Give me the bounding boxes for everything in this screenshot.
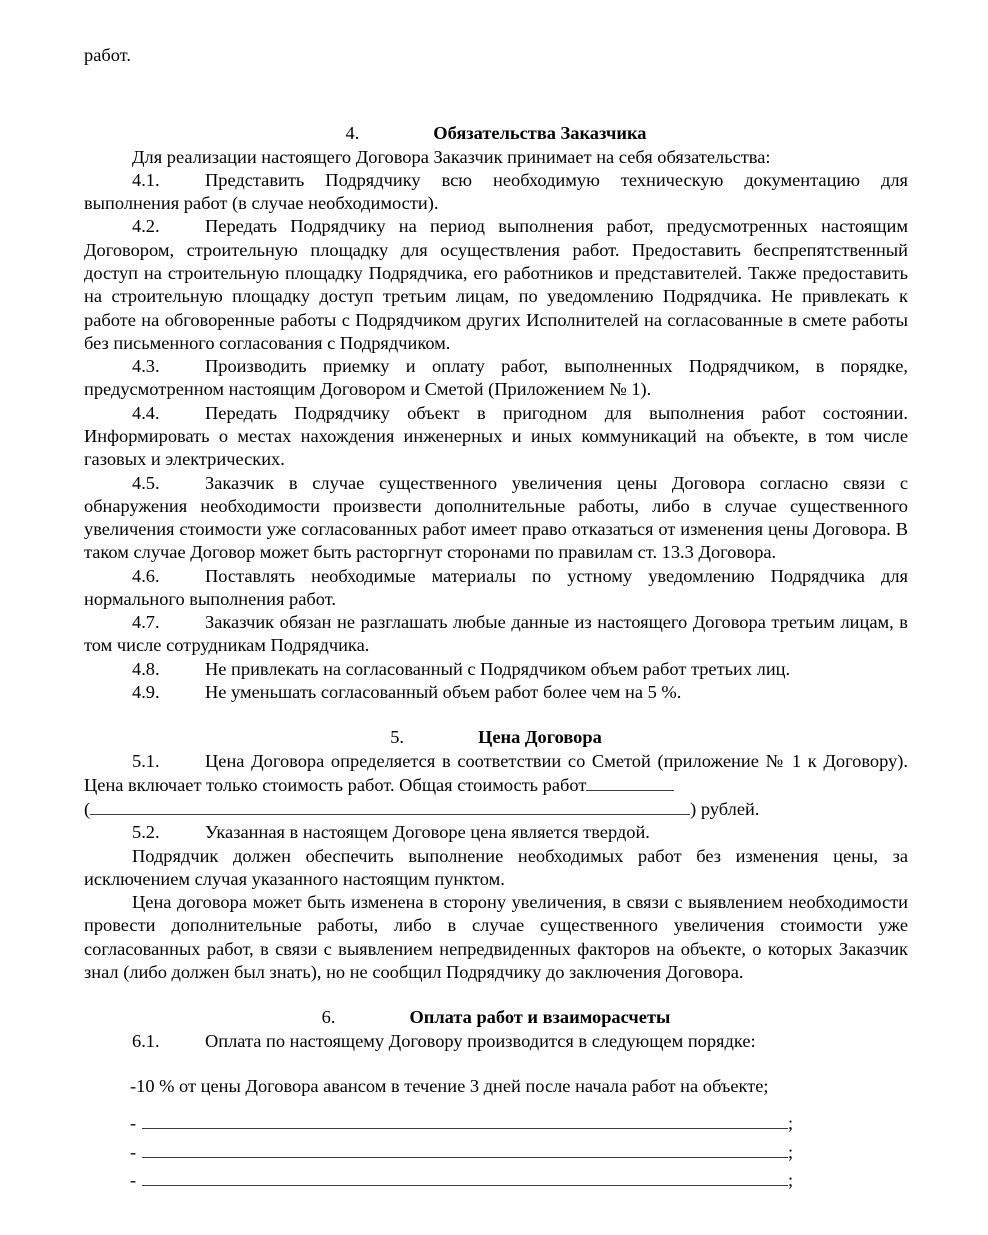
payment-item-2 [84, 1109, 908, 1138]
paren-open: ( [84, 799, 91, 819]
clause-text: Поставлять необходимые материалы по устному уведомлению Подрядчика для нормального выполнения работ. [84, 565, 908, 609]
section-4-title: Обязательства Заказчика [433, 123, 647, 144]
payment-item-1 [84, 1075, 908, 1098]
clause-5-2 [84, 821, 908, 844]
payment-item-blank-field[interactable] [142, 1168, 788, 1186]
clause-4-1 [84, 169, 908, 216]
spacer [84, 100, 908, 122]
clause-number: 4.9. [132, 682, 160, 703]
clause-number: 4.2. [132, 216, 160, 237]
payment-item-blank-field[interactable] [142, 1111, 788, 1129]
clause-4-9 [84, 681, 908, 704]
clause-text: Передать Подрядчику на период выполнения работ, предусмотренных настоящим Договором, строительную площадку для осуществления работ. Предоставить беспрепятственный доступ на строительную площадку Подрядчика, его работников и представителей. Также предоставить на строительную площадку доступ третьим лицам, по уведомлению Подрядчика. Не привлекать к работе на обговоренные работы с Подрядчиком других Исполнителей на согласованные в смете работы без письменного согласования с Подрядчиком. [84, 216, 908, 353]
clause-4-3 [84, 355, 908, 402]
clause-text: Не уменьшать согласованный объем работ более чем на 5 %. [205, 682, 682, 703]
paren-close: ) рублей. [690, 799, 760, 819]
payment-item-blank-field[interactable] [142, 1140, 788, 1158]
section-4-heading [84, 122, 908, 145]
section-5-number: 5. [390, 727, 405, 748]
dash-marker: - [130, 1141, 137, 1162]
clause-text: Указанная в настоящем Договоре цена является твердой. [205, 822, 650, 843]
spacer [84, 1098, 908, 1109]
continuation-text: работ. [84, 45, 131, 65]
spacer [84, 984, 908, 1006]
clause-text: Заказчик обязан не разглашать любые данные из настоящего Договора третьим лицам, в том числе сотрудникам Подрядчика. [84, 612, 908, 656]
clause-text: Производить приемку и оплату работ, выполненных Подрядчиком, в порядке, предусмотренном настоящим Договором и Сметой (Приложением № 1). [84, 356, 908, 400]
payment-item-terminator: ; [788, 1170, 794, 1191]
spacer [84, 1053, 908, 1075]
clause-4-4 [84, 402, 908, 472]
payment-item-terminator: ; [788, 1141, 794, 1162]
section-6-heading [84, 1006, 908, 1029]
clause-text: Оплата по настоящему Договору производится в следующем порядке: [205, 1030, 756, 1051]
clause-4-6 [84, 565, 908, 612]
spacer [84, 67, 908, 100]
dash-marker: - [130, 1113, 137, 1134]
section-5-paragraph-2: Цена договора может быть изменена в сторону увеличения, в связи с выявлением необходимости провести дополнительные работы, либо в случае существенного увеличения стоимости уже согласованных работ, в связи с выявлением непредвиденных факторов на объекте, о которых Заказчик знал (либо должен был знать), но не сообщил Подрядчику до заключения Договора. [84, 892, 908, 982]
total-cost-words-row [84, 797, 908, 821]
section-6-number: 6. [321, 1007, 336, 1028]
total-cost-words-blank-field[interactable] [90, 797, 690, 815]
clause-text: Цена Договора определяется в соответствии со Сметой (приложение № 1 к Договору). Цена включает только стоимость работ. Общая стоимость работ [84, 750, 908, 795]
payment-item-terminator: ; [788, 1113, 794, 1134]
clause-text: Не привлекать на согласованный с Подрядчиком объем работ третьих лиц. [205, 658, 791, 679]
section-6-title: Оплата работ и взаиморасчеты [409, 1007, 671, 1028]
total-cost-blank-field[interactable] [586, 773, 674, 791]
payment-item-4 [84, 1166, 908, 1195]
dash-marker: - [130, 1075, 137, 1096]
clause-text: Заказчик в случае существенного увеличения цены Договора согласно связи с обнаружения необходимости произвести дополнительные работы, либо в случае существенного увеличения стоимости уже согласованных работ имеет право отказаться от изменения цены Договора. В таком случае Договор может быть расторгнут сторонами по правилам ст. 13.3 Договора. [84, 472, 908, 563]
clause-number: 4.5. [132, 472, 160, 493]
clause-6-1 [84, 1030, 908, 1053]
section-5-heading [84, 726, 908, 749]
clause-number: 4.1. [132, 169, 160, 190]
clause-number: 6.1. [132, 1030, 160, 1051]
section-4-lead: Для реализации настоящего Договора Заказчик принимает на себя обязательства: [132, 146, 771, 167]
clause-number: 5.1. [132, 750, 160, 771]
section-5-title: Цена Договора [478, 727, 602, 748]
payment-item-3 [84, 1138, 908, 1167]
section-5-paragraph-1: Подрядчик должен обеспечить выполнение необходимых работ без изменения цены, за исключением случая указанного настоящим пунктом. [84, 845, 908, 889]
clause-number: 4.3. [132, 356, 160, 377]
spacer [84, 704, 908, 726]
clause-4-8 [84, 658, 908, 681]
clause-number: 4.6. [132, 565, 160, 586]
clause-text: Представить Подрядчику всю необходимую техническую документацию для выполнения работ (в случае необходимости). [84, 169, 908, 214]
clause-5-1 [84, 750, 908, 797]
dash-marker: - [130, 1170, 137, 1191]
clause-4-7 [84, 611, 908, 658]
clause-number: 4.8. [132, 658, 160, 679]
clause-number: 4.4. [132, 402, 160, 423]
document-body [84, 44, 908, 1195]
clause-number: 4.7. [132, 612, 160, 633]
payment-item-text: 10 % от цены Договора авансом в течение 3 дней после начала работ на объекте; [136, 1075, 769, 1096]
clause-number: 5.2. [132, 822, 160, 843]
section-4-number: 4. [345, 123, 360, 144]
clause-4-2 [84, 215, 908, 355]
clause-text: Передать Подрядчику объект в пригодном для выполнения работ состоянии. Информировать о местах нахождения инженерных и иных коммуникаций на объекте, в том числе газовых и электрических. [84, 402, 908, 470]
clause-4-5 [84, 472, 908, 565]
